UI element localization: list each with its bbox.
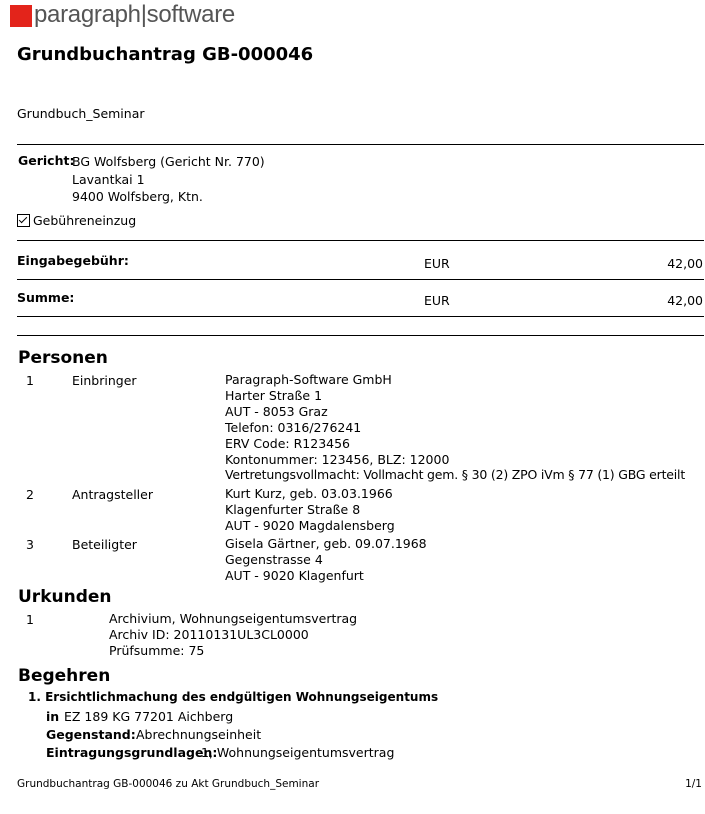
gegenstand-label: Gegenstand:: [46, 727, 136, 742]
person-line: Gisela Gärtner, geb. 09.07.1968: [225, 536, 427, 551]
fee-label: Eingabegebühr:: [17, 253, 129, 268]
gericht-line: 9400 Wolfsberg, Ktn.: [72, 189, 203, 204]
person-line: Harter Straße 1: [225, 387, 323, 403]
divider: [17, 316, 704, 317]
in-value: EZ 189 KG 77201 Aichberg: [64, 709, 234, 724]
person-nr: 3: [26, 537, 34, 552]
gebuehreneinzug-label: Gebühreneinzug: [33, 213, 137, 228]
person-nr: 1: [26, 373, 34, 388]
person-line: ERV Code: R123456: [225, 435, 351, 451]
person-details: [225, 372, 685, 483]
person-line: Telefon: 0316/276241: [225, 419, 362, 435]
divider: [17, 335, 704, 336]
personen-heading: Personen: [18, 348, 108, 368]
divider: [17, 240, 704, 241]
page-number: 1/1: [685, 778, 702, 790]
person-line: AUT - 9020 Magdalensberg: [225, 517, 395, 533]
fee-amount: 42,00: [667, 256, 703, 271]
logo-square-icon: [10, 5, 32, 27]
logo-text: paragraph|software: [34, 1, 235, 28]
person-role: Einbringer: [72, 373, 137, 388]
gericht-label: Gericht:: [18, 153, 75, 168]
sum-currency: EUR: [424, 293, 450, 308]
begehren-heading: Begehren: [18, 666, 111, 686]
person-line: Vertretungsvollmacht: Vollmacht gem. § 30 (2) ZPO iVm § 77 (1) GBG erteilt: [225, 467, 686, 483]
gericht-address: [72, 153, 265, 206]
urkunden-heading: Urkunden: [18, 587, 112, 607]
person-line: AUT - 9020 Klagenfurt: [225, 567, 364, 583]
footer-text: Grundbuchantrag GB-000046 zu Akt Grundbuch_Seminar: [17, 778, 320, 790]
grundlagen-label: Eintragungsgrundlagen:: [46, 745, 218, 760]
gericht-line: BG Wolfsberg (Gericht Nr. 770): [72, 154, 265, 169]
person-details: [225, 486, 395, 534]
sum-amount: 42,00: [667, 293, 703, 308]
urkunde-line: Prüfsumme: 75: [109, 643, 205, 658]
person-details: [225, 536, 427, 584]
akt-name: Grundbuch_Seminar: [17, 106, 145, 121]
person-role: Beteiligter: [72, 537, 137, 552]
person-line: AUT - 8053 Graz: [225, 403, 328, 419]
person-line: Kontonummer: 123456, BLZ: 12000: [225, 451, 450, 467]
person-nr: 2: [26, 487, 34, 502]
sum-label: Summe:: [17, 290, 75, 305]
fee-currency: EUR: [424, 256, 450, 271]
gebuehreneinzug-row: [17, 213, 136, 228]
divider: [17, 144, 704, 145]
person-line: Paragraph-Software GmbH: [225, 372, 392, 387]
grundlagen-value: 1, Wohnungseigentumsvertrag: [201, 745, 395, 760]
person-line: Gegenstrasse 4: [225, 551, 323, 567]
urkunde-line: Archiv ID: 20110131UL3CL0000: [109, 627, 309, 642]
gericht-line: Lavantkai 1: [72, 171, 145, 187]
gegenstand-value: Abrechnungseinheit: [136, 727, 262, 742]
person-line: Kurt Kurz, geb. 03.03.1966: [225, 486, 393, 501]
document-title: Grundbuchantrag GB-000046: [17, 44, 314, 65]
gebuehreneinzug-checkbox[interactable]: [17, 214, 30, 227]
urkunde-details: [109, 611, 357, 659]
divider: [17, 279, 704, 280]
person-line: Klagenfurter Straße 8: [225, 501, 361, 517]
begehren-item-title: 1. Ersichtlichmachung des endgültigen Wohnungseigentums: [28, 690, 439, 704]
urkunde-nr: 1: [26, 612, 34, 627]
company-logo: [10, 2, 235, 28]
in-label: in: [46, 709, 60, 724]
person-role: Antragsteller: [72, 487, 153, 502]
urkunde-line: Archivium, Wohnungseigentumsvertrag: [109, 611, 358, 626]
